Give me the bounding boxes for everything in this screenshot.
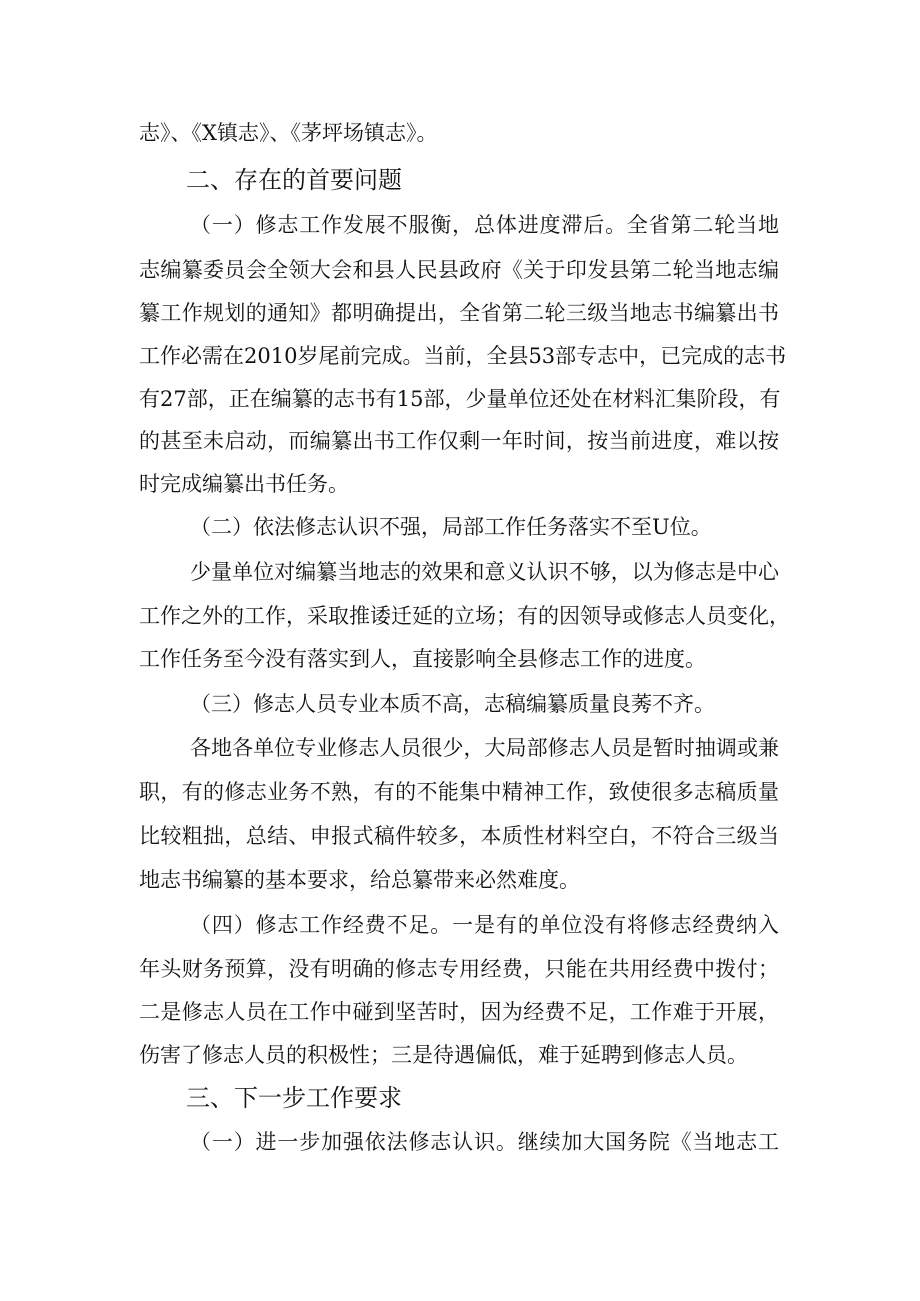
section-heading-next-steps: 三、下一步工作要求 [186, 1084, 402, 1112]
paragraph-line: 纂工作规划的通知》都明确提出，全省第二轮三级当地志书编纂出书 [139, 301, 779, 325]
paragraph-line: 工作必需在2010岁尾前完成。当前，全县53部专志中，已完成的志书 [139, 344, 787, 368]
paragraph-line: 伤害了修志人员的积极性；三是待遇偏低，难于延聘到修志人员。 [139, 1043, 748, 1067]
paragraph-line: 职，有的修志业务不熟，有的不能集中精神工作，致使很多志稿质量 [139, 780, 779, 804]
paragraph-line: 年头财务预算，没有明确的修志专用经费，只能在共用经费中拨付； [139, 957, 779, 981]
paragraph-line: （四）修志工作经费不足。一是有的单位没有将修志经费纳入 [190, 913, 779, 937]
paragraph-line: 少量单位对编纂当地志的效果和意义认识不够，以为修志是中心 [190, 560, 779, 584]
subheading-line: （三）修志人员专业本质不高，志稿编纂质量良莠不齐。 [190, 692, 715, 716]
paragraph-line: 地志书编纂的基本要求，给总纂带来必然难度。 [139, 868, 580, 892]
paragraph-line: 的甚至未启动，而编纂出书工作仅剩一年时间，按当前进度，难以按 [139, 429, 779, 453]
paragraph-line: 二是修志人员在工作中碰到坚苦时，因为经费不足，工作难于开展， [139, 1000, 779, 1024]
subheading-line: （二）依法修志认识不强，局部工作任务落实不至U位。 [190, 515, 712, 539]
paragraph-line: 比较粗拙，总结、申报式稿件较多，本质性材料空白，不符合三级当 [139, 824, 779, 848]
paragraph-line: 有27部，正在编纂的志书有15部，少量单位还处在材料汇集阶段，有 [139, 387, 781, 411]
paragraph-line: 志编纂委员会全领大会和县人民县政府《关于印发县第二轮当地志编 [139, 258, 779, 282]
paragraph-line: 工作任务至今没有落实到人，直接影响全县修志工作的进度。 [139, 647, 706, 671]
paragraph-line: 时完成编纂出书任务。 [139, 472, 349, 496]
section-heading-problems: 二、存在的首要问题 [186, 166, 402, 194]
paragraph-line: 工作之外的工作，采取推诿迁延的立场；有的因领导或修志人员变化， [139, 604, 790, 628]
paragraph-line: 志》、《X镇志》、《茅坪场镇志》。 [139, 121, 438, 145]
paragraph-line: （一）修志工作发展不服衡，总体进度滞后。全省第二轮当地 [190, 213, 779, 237]
paragraph-line: （一）进一步加强依法修志认识。继续加大国务院《当地志工 [190, 1130, 779, 1154]
paragraph-line: 各地各单位专业修志人员很少，大局部修志人员是暂时抽调或兼 [190, 736, 779, 760]
